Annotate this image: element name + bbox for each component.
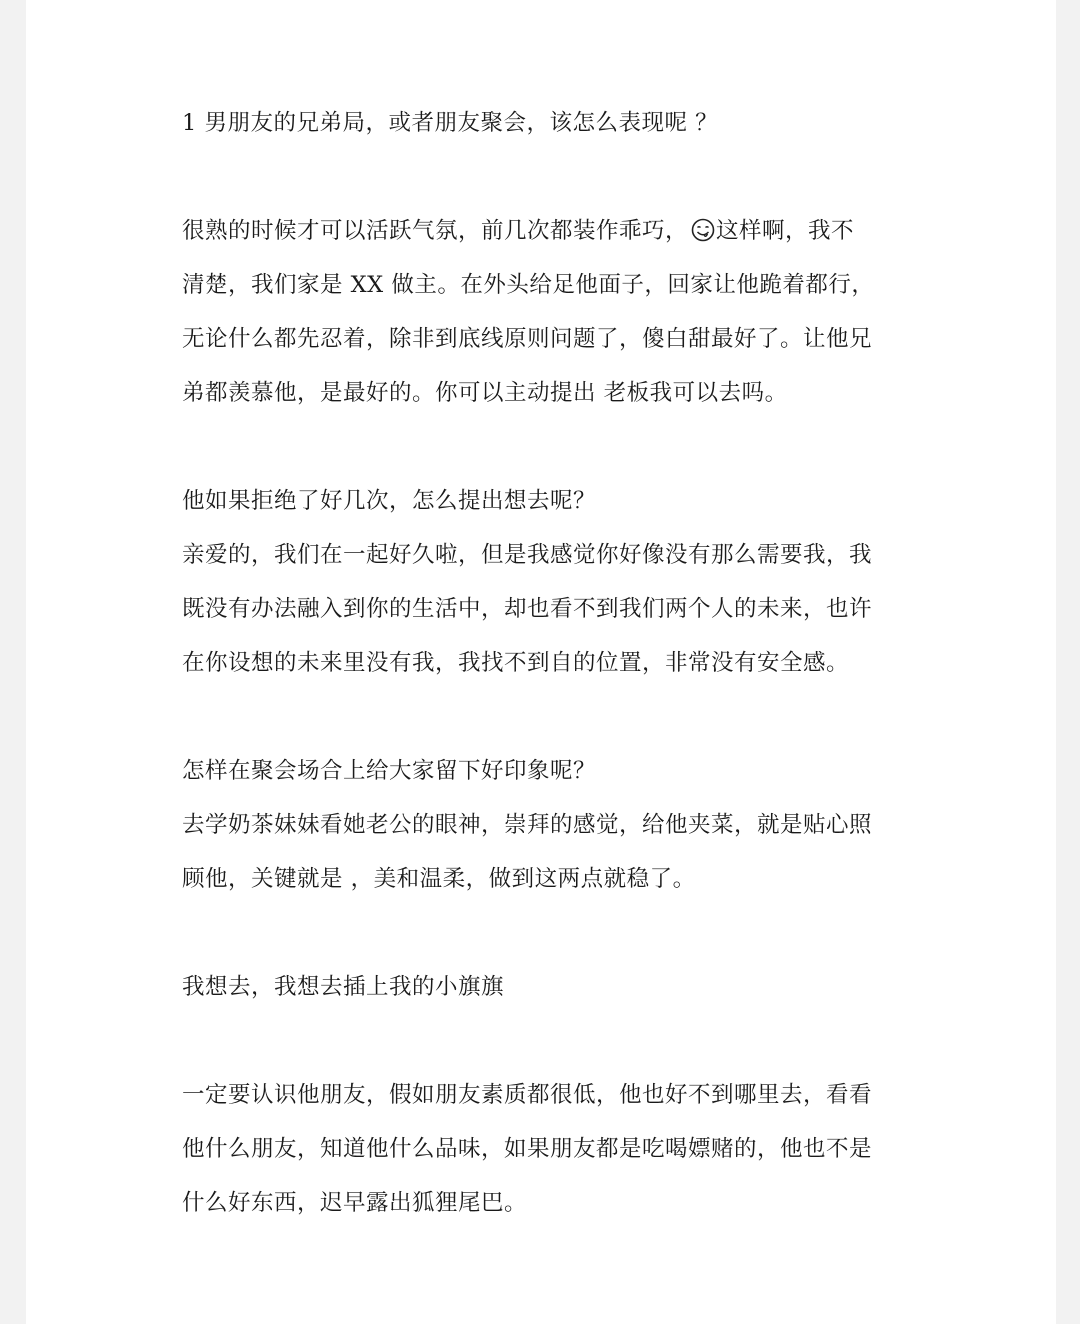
paragraph-line: 既没有办法融入到你的生活中，却也看不到我们两个人的未来，也许 (182, 596, 873, 622)
answer-paragraph-3 (182, 744, 912, 906)
document-page (26, 0, 1056, 1324)
question-heading (182, 96, 912, 150)
answer-paragraph-1 (182, 204, 912, 420)
answer-paragraph-4 (182, 960, 912, 1014)
smiling-face-with-tongue-icon (691, 218, 715, 242)
heading-line: 1 男朋友的兄弟局，或者朋友聚会，该怎么表现呢 ？ (182, 110, 719, 136)
paragraph-line: 清楚，我们家是 XX 做主。在外头给足他面子，回家让他跪着都行， (182, 272, 875, 298)
text-segment: 很熟的时候才可以活跃气氛，前几次都装作乖巧， (182, 218, 689, 244)
paragraph-line: 无论什么都先忍着，除非到底线原则问题了，傻白甜最好了。让他兄 (182, 326, 873, 352)
paragraph-line (182, 204, 912, 258)
answer-paragraph-2 (182, 474, 912, 690)
paragraph-line: 一定要认识他朋友，假如朋友素质都很低，他也好不到哪里去，看看 (182, 1082, 873, 1108)
paragraph-line: 在你设想的未来里没有我，我找不到自的位置，非常没有安全感。 (182, 650, 850, 676)
text-segment: 这样啊，我不 (716, 218, 855, 244)
paragraph-line: 我想去，我想去插上我的小旗旗 (182, 974, 505, 1000)
paragraph-line: 亲爱的，我们在一起好久啦，但是我感觉你好像没有那么需要我，我 (182, 542, 873, 568)
paragraph-line: 去学奶茶妹妹看她老公的眼神，崇拜的感觉，给他夹菜，就是贴心照 (182, 812, 873, 838)
paragraph-line: 什么好东西，迟早露出狐狸尾巴。 (182, 1190, 528, 1216)
paragraph-line: 顾他，关键就是 ，美和温柔，做到这两点就稳了。 (182, 866, 696, 892)
question-line: 他如果拒绝了好几次，怎么提出想去呢？ (182, 488, 597, 514)
answer-paragraph-5 (182, 1068, 912, 1230)
question-line: 怎样在聚会场合上给大家留下好印象呢？ (182, 758, 597, 784)
paragraph-line: 他什么朋友，知道他什么品味，如果朋友都是吃喝嫖赌的，他也不是 (182, 1136, 873, 1162)
paragraph-line: 弟都羡慕他，是最好的。你可以主动提出 老板我可以去吗。 (182, 380, 788, 406)
